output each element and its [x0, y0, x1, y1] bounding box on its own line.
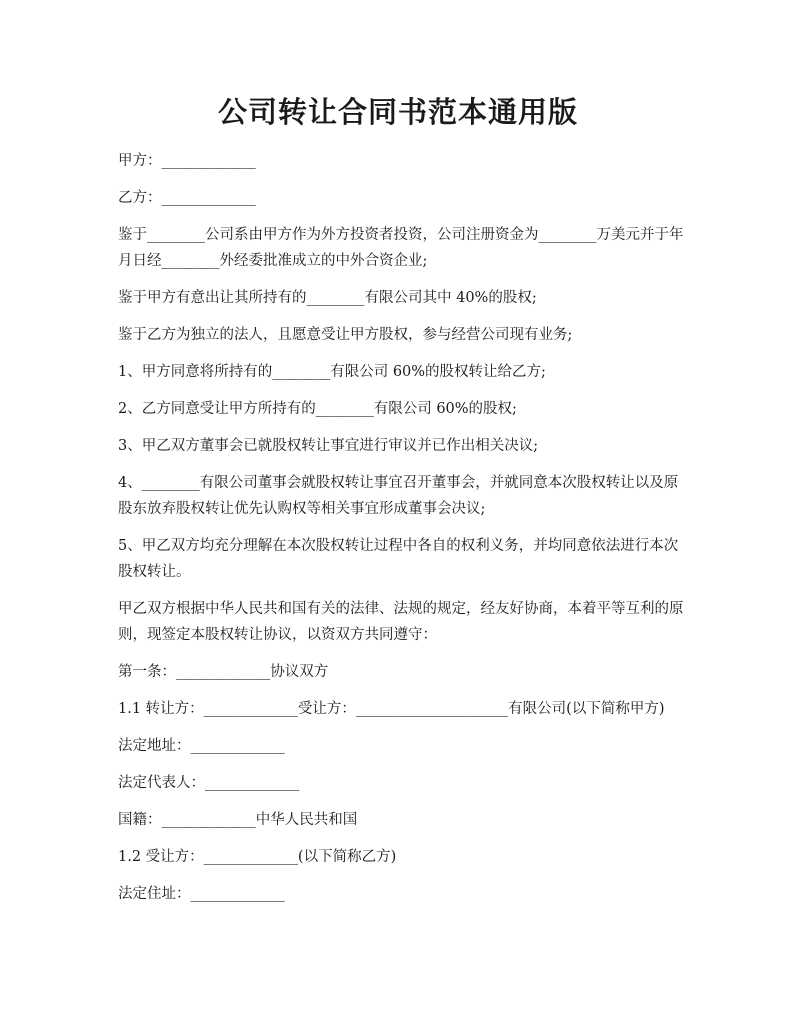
party-a-line: 甲方：_____________: [118, 153, 256, 169]
legal-address-line: 法定地址：_____________: [118, 738, 285, 754]
clause-1: 1、甲方同意将所持有的________有限公司 60%的股权转让给乙方;: [118, 364, 546, 380]
legal-residence-line: 法定住址：_____________: [118, 886, 285, 902]
document-title: 公司转让合同书范本通用版: [217, 95, 578, 129]
article-1-heading: 第一条：_____________协议双方: [118, 664, 329, 680]
party-b-line: 乙方：_____________: [118, 190, 256, 206]
clause-2: 2、乙方同意受让甲方所持有的________有限公司 60%的股权;: [118, 401, 517, 417]
section-1-2: 1.2 受让方：_____________(以下简称乙方): [118, 849, 397, 865]
document-body: [118, 148, 684, 918]
recital-transfer-intent: 鉴于甲方有意出让其所持有的________有限公司其中 40%的股权;: [118, 290, 537, 306]
recital-buyer: 鉴于乙方为独立的法人，且愿意受让甲方股权，参与经营公司现有业务;: [118, 327, 573, 343]
legal-representative-line: 法定代表人：_____________: [118, 775, 300, 791]
recital-company: 鉴于________公司系由甲方作为外方投资者投资，公司注册资金为________万美元并于年月日经________外经委批准成立的中外合资企业;: [118, 227, 684, 269]
section-1-1: 1.1 转让方：_____________受让方：_____________________有限公司(以下简称甲方): [118, 701, 665, 717]
clause-3: 3、甲乙双方董事会已就股权转让事宜进行审议并已作出相关决议;: [118, 438, 539, 454]
clause-4: 4、________有限公司董事会就股权转让事宜召开董事会，并就同意本次股权转让以及原股东放弃股权转让优先认购权等相关事宜形成董事会决议;: [118, 475, 679, 517]
clause-5: 5、甲乙双方均充分理解在本次股权转让过程中各自的权利义务，并均同意依法进行本次股权转让。: [118, 538, 679, 580]
agreement-preamble: 甲乙双方根据中华人民共和国有关的法律、法规的规定，经友好协商，本着平等互利的原则，现签定本股权转让协议，以资双方共同遵守：: [118, 601, 684, 643]
nationality-line: 国籍：_____________中华人民共和国: [118, 812, 358, 828]
